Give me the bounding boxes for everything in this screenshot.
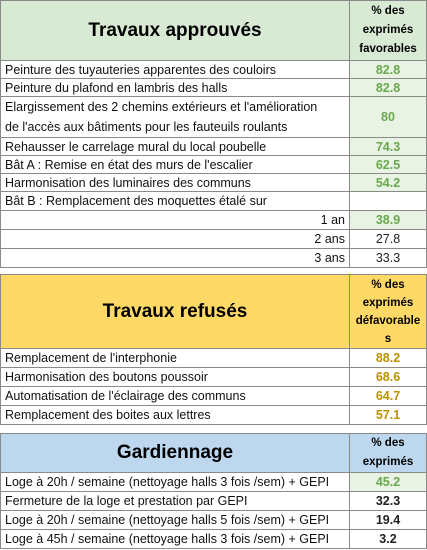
approved-subrow-label: 3 ans — [1, 249, 350, 268]
approved-row-value: 27.8 — [350, 230, 427, 249]
guard-row-value: 19.4 — [350, 511, 427, 530]
guard-row-label: Loge à 45h / semaine (nettoyage halls 3 fois /sem) + GEPI — [1, 530, 350, 549]
approved-row-value — [350, 192, 427, 211]
refused-row-label: Remplacement de l'interphonie — [1, 349, 350, 368]
approved-row-value: 74.3 — [350, 138, 427, 156]
refused-works-table — [0, 274, 427, 425]
guard-row-value: 3.2 — [350, 530, 427, 549]
approved-row-value: 82.8 — [350, 79, 427, 97]
approved-row-value: 82.8 — [350, 61, 427, 79]
refused-row-value: 68.6 — [350, 368, 427, 387]
refused-title: Travaux refusés — [1, 275, 350, 349]
refused-row-value: 88.2 — [350, 349, 427, 368]
approved-pct-header: % des exprimés favorables — [350, 1, 427, 61]
guard-pct-header: % des exprimés — [350, 434, 427, 473]
approved-works-table — [0, 0, 427, 268]
approved-subrow-label: 2 ans — [1, 230, 350, 249]
approved-row-label: Elargissement des 2 chemins extérieurs et l'amélioration de l'accès aux bâtiments pour les fauteuils roulants — [1, 97, 350, 138]
approved-title: Travaux approuvés — [1, 1, 350, 61]
refused-row-value: 57.1 — [350, 406, 427, 425]
approved-subrow-label: 1 an — [1, 211, 350, 230]
refused-row-value: 64.7 — [350, 387, 427, 406]
guard-row-label: Loge à 20h / semaine (nettoyage halls 3 fois /sem) + GEPI — [1, 473, 350, 492]
guard-service-table — [0, 433, 427, 549]
approved-row-value: 80 — [350, 97, 427, 138]
refused-row-label: Automatisation de l'éclairage des communs — [1, 387, 350, 406]
approved-row-label: Bât A : Remise en état des murs de l'escalier — [1, 156, 350, 174]
refused-row-label: Remplacement des boites aux lettres — [1, 406, 350, 425]
approved-row-value: 54.2 — [350, 174, 427, 192]
approved-row-value: 38.9 — [350, 211, 427, 230]
approved-row-label: Peinture du plafond en lambris des halls — [1, 79, 350, 97]
refused-row-label: Harmonisation des boutons poussoir — [1, 368, 350, 387]
guard-row-label: Fermeture de la loge et prestation par GEPI — [1, 492, 350, 511]
approved-row-value: 33.3 — [350, 249, 427, 268]
guard-row-label: Loge à 20h / semaine (nettoyage halls 5 fois /sem) + GEPI — [1, 511, 350, 530]
guard-row-value: 32.3 — [350, 492, 427, 511]
approved-row-value: 62.5 — [350, 156, 427, 174]
guard-row-value: 45.2 — [350, 473, 427, 492]
approved-row-label: Rehausser le carrelage mural du local poubelle — [1, 138, 350, 156]
refused-pct-header: % des exprimés défavorable s — [350, 275, 427, 349]
approved-row-label: Harmonisation des luminaires des communs — [1, 174, 350, 192]
approved-row-label: Bât B : Remplacement des moquettes étalé sur — [1, 192, 350, 211]
guard-title: Gardiennage — [1, 434, 350, 473]
approved-row-label: Peinture des tuyauteries apparentes des couloirs — [1, 61, 350, 79]
